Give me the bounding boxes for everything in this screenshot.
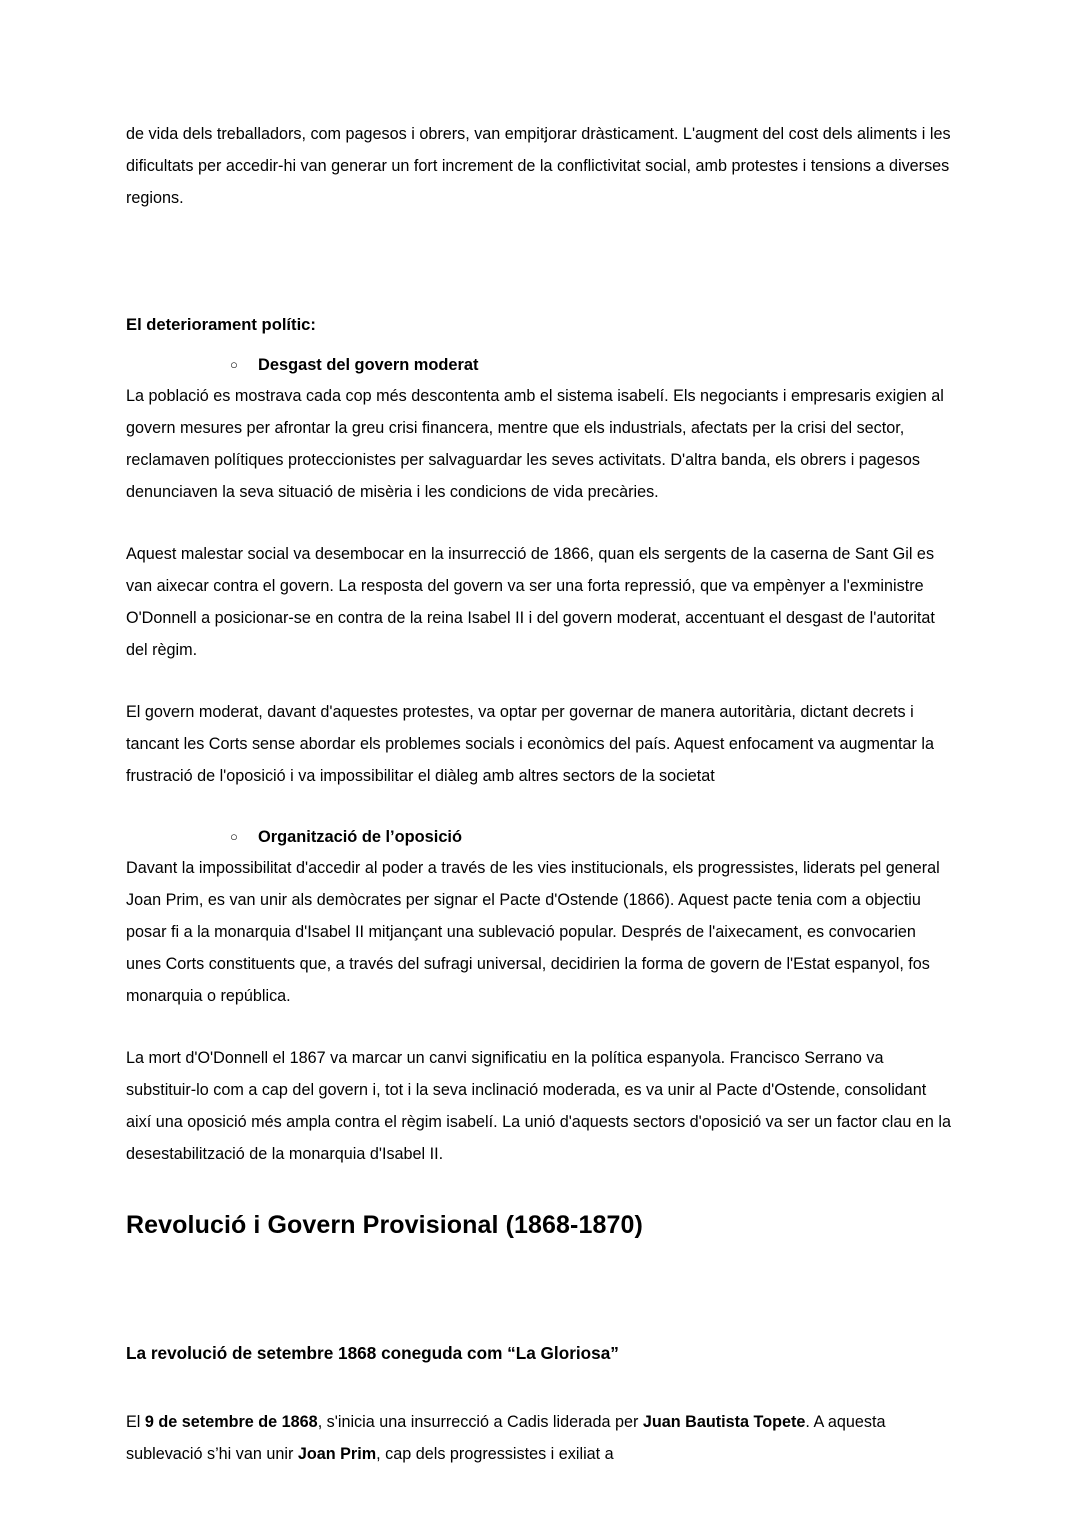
list-item — [126, 822, 952, 852]
spacer — [126, 1242, 952, 1338]
paragraph-authoritarian: El govern moderat, davant d'aquestes protestes, va optar per governar de manera autoritària, dictant decrets i tancant les Corts sense abordar els problemes socials i econòmics del país. Aquest enfocament va augmentar la frustració de l'oposició i va impossibilitar el diàleg amb altres sectors de la societat — [126, 703, 935, 785]
spacer — [126, 1012, 952, 1042]
document-content — [126, 118, 952, 1470]
final-bold-topete: Juan Bautista Topete — [642, 1413, 806, 1431]
gloriosa-heading: La revolució de setembre 1868 coneguda com “La Gloriosa” — [126, 1343, 619, 1363]
final-bold-prim: Joan Prim — [297, 1445, 377, 1463]
spacer — [126, 666, 952, 696]
spacer — [126, 1368, 952, 1406]
list-item — [126, 350, 952, 380]
spacer — [126, 1170, 952, 1208]
spacer — [126, 792, 952, 822]
list-item-label: Desgast del govern moderat — [258, 356, 479, 374]
hollow-circle-bullet-icon: ○ — [230, 829, 238, 844]
spacer — [126, 340, 952, 350]
final-paragraph — [126, 1406, 952, 1470]
intro-paragraph: de vida dels treballadors, com pagesos i obrers, van empitjorar dràsticament. L'augment del cost dels aliments i les dificultats per accedir-hi van generar un fort increment de la conflictivitat social, amb protestes i tensions a diverses regions. — [126, 125, 951, 207]
final-text-part-1: El — [126, 1413, 145, 1431]
paragraph-population: La població es mostrava cada cop més descontenta amb el sistema isabelí. Els negociants i empresaris exigien al govern mesures per afrontar la greu crisi financera, mentre que els industrials, afectats per la crisi del sector, reclamaven polítiques proteccionistes per salvaguardar les seves activitats. D'altra banda, els obrers i pagesos denunciaven la seva situació de misèria i les condicions de vida precàries. — [126, 387, 944, 501]
list-item-label: Organització de l’oposició — [258, 828, 463, 846]
final-text-part-3: . A aquesta sublevació s’hi van unir — [126, 1413, 886, 1463]
hollow-circle-bullet-icon: ○ — [230, 357, 238, 372]
bullet-list-one — [126, 350, 952, 380]
final-text-part-4: , cap dels progressistes i exiliat a — [376, 1445, 614, 1463]
final-text-part-2: , s'inicia una insurrecció a Cadis liderada per — [317, 1413, 643, 1431]
deterioration-heading: El deteriorament polític: — [126, 315, 316, 334]
spacer — [126, 508, 952, 538]
spacer — [126, 214, 952, 310]
revolution-heading: Revolució i Govern Provisional (1868-1870) — [126, 1211, 643, 1239]
paragraph-insurrection: Aquest malestar social va desembocar en la insurrecció de 1866, quan els sergents de la caserna de Sant Gil es van aixecar contra el govern. La resposta del govern va ser una forta repressió, que va empènyer a l'exministre O'Donnell a posicionar-se en contra de la reina Isabel II i del govern moderat, accentuant el desgast de l'autoritat del règim. — [126, 545, 935, 659]
paragraph-odonnell: La mort d'O'Donnell el 1867 va marcar un canvi significatiu en la política espanyola. Francisco Serrano va substituir-lo com a cap del govern i, tot i la seva inclinació moderada, es va unir al Pacte d'Ostende, consolidant així una oposició més ampla contra el règim isabelí. La unió d'aquests sectors d'oposició va ser un factor clau en la desestabilització de la monarquia d'Isabel II. — [126, 1049, 951, 1163]
paragraph-opposition: Davant la impossibilitat d'accedir al poder a través de les vies institucionals, els progressistes, liderats pel general Joan Prim, es van unir als demòcrates per signar el Pacte d'Ostende (1866). Aquest pacte tenia com a objectiu posar fi a la monarquia d'Isabel II mitjançant una sublevació popular. Després de l'aixecament, es convocarien unes Corts constituents que, a través del sufragi universal, decidirien la forma de govern de l'Estat espanyol, fos monarquia o república. — [126, 859, 940, 1005]
final-bold-date: 9 de setembre de 1868 — [144, 1413, 318, 1431]
bullet-list-two — [126, 822, 952, 852]
